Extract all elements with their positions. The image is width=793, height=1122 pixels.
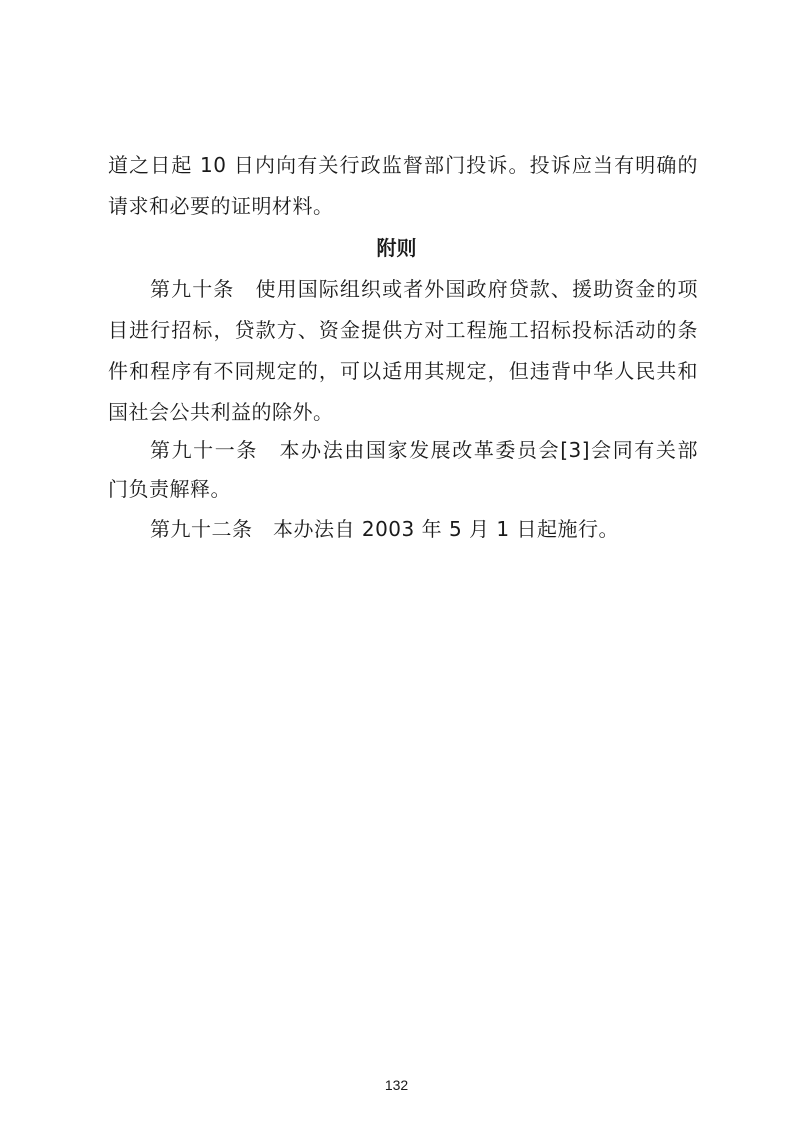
article-90-line: 第九十条 使用国际组织或者外国政府贷款、援助资金的项 [150, 277, 698, 301]
article-90-line: 国社会公共利益的除外。 [108, 400, 334, 424]
article-91-line: 第九十一条 本办法由国家发展改革委员会[3]会同有关部 [150, 438, 698, 462]
article-90-line: 件和程序有不同规定的，可以适用其规定，但违背中华人民共和 [108, 359, 698, 383]
text-line: 请求和必要的证明材料。 [108, 194, 334, 218]
page-number: 132 [384, 1077, 409, 1093]
section-heading: 附则 [376, 236, 417, 260]
article-90-line: 目进行招标，贷款方、资金提供方对工程施工招标投标活动的条 [108, 318, 698, 342]
article-91-line: 门负责解释。 [108, 477, 231, 501]
article-92-line: 第九十二条 本办法自 2003 年 5 月 1 日起施行。 [150, 517, 619, 541]
text-line: 道之日起 10 日内向有关行政监督部门投诉。投诉应当有明确的 [108, 153, 698, 177]
